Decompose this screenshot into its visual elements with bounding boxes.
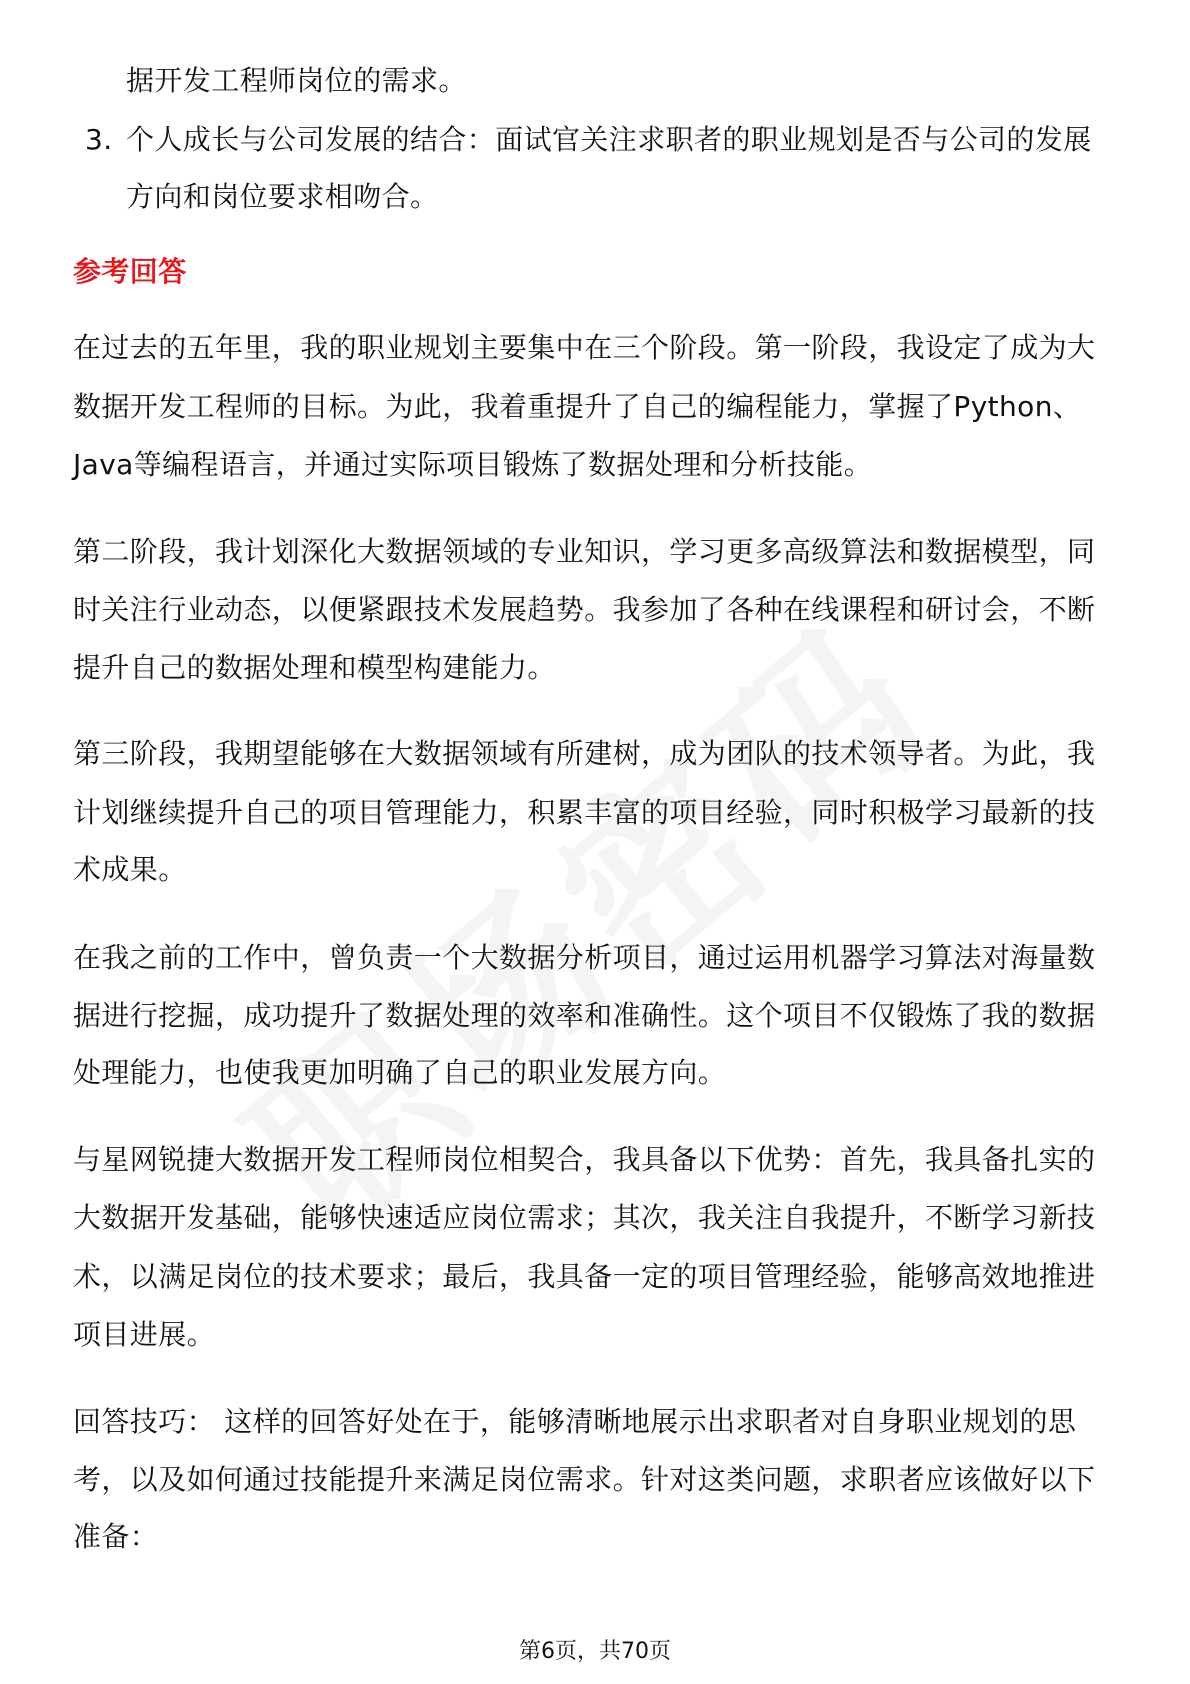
paragraph-line: 处理能力，也使我更加明确了自己的职业发展方向。 [73, 1056, 727, 1089]
list-item-text: 方向和岗位要求相吻合。 [126, 180, 439, 213]
paragraph-line: 术，以满足岗位的技术要求；最后，我具备一定的项目管理经验，能够高效地推进 [73, 1260, 1096, 1293]
list-item-text: 个人成长与公司发展的结合：面试官关注求职者的职业规划是否与公司的发展 [126, 123, 1092, 156]
paragraph-line: 据进行挖掘，成功提升了数据处理的效率和准确性。这个项目不仅锻炼了我的数据 [73, 999, 1096, 1032]
paragraph-line: 计划继续提升自己的项目管理能力，积累丰富的项目经验，同时积极学习最新的技 [73, 796, 1096, 829]
paragraph-line: 项目进展。 [73, 1318, 216, 1351]
paragraph-line: 考，以及如何通过技能提升来满足岗位需求。针对这类问题，求职者应该做好以下 [73, 1463, 1096, 1496]
paragraph-line: 数据开发工程师的目标。为此，我着重提升了自己的编程能力，掌握了Python、 [73, 390, 1082, 423]
list-item-continuation: 据开发工程师岗位的需求。 [126, 64, 467, 97]
paragraph-line: 回答技巧： 这样的回答好处在于，能够清晰地展示出求职者对自身职业规划的思 [73, 1405, 1077, 1438]
paragraph-line: 准备： [73, 1520, 159, 1553]
paragraph-line: 在过去的五年里，我的职业规划主要集中在三个阶段。第一阶段，我设定了成为大 [73, 331, 1096, 364]
paragraph-line: 时关注行业动态，以便紧跟技术发展趋势。我参加了各种在线课程和研讨会，不断 [73, 593, 1096, 626]
paragraph-line: Java等编程语言，并通过实际项目锻炼了数据处理和分析技能。 [73, 448, 873, 481]
section-heading: 参考回答 [73, 255, 187, 288]
paragraph-line: 第三阶段，我期望能够在大数据领域有所建树，成为团队的技术领导者。为此，我 [73, 737, 1096, 770]
paragraph-line: 术成果。 [73, 853, 187, 886]
page-number: 第6页，共70页 [519, 1639, 671, 1664]
paragraph-line: 提升自己的数据处理和模型构建能力。 [73, 651, 556, 684]
paragraph-line: 大数据开发基础，能够快速适应岗位需求；其次，我关注自我提升，不断学习新技 [73, 1201, 1096, 1234]
paragraph-line: 在我之前的工作中，曾负责一个大数据分析项目，通过运用机器学习算法对海量数 [73, 941, 1096, 974]
paragraph-line: 第二阶段，我计划深化大数据领域的专业知识，学习更多高级算法和数据模型，同 [73, 535, 1096, 568]
paragraph-line: 与星网锐捷大数据开发工程师岗位相契合，我具备以下优势：首先，我具备扎实的 [73, 1143, 1096, 1176]
list-item-number: 3. [85, 123, 113, 156]
